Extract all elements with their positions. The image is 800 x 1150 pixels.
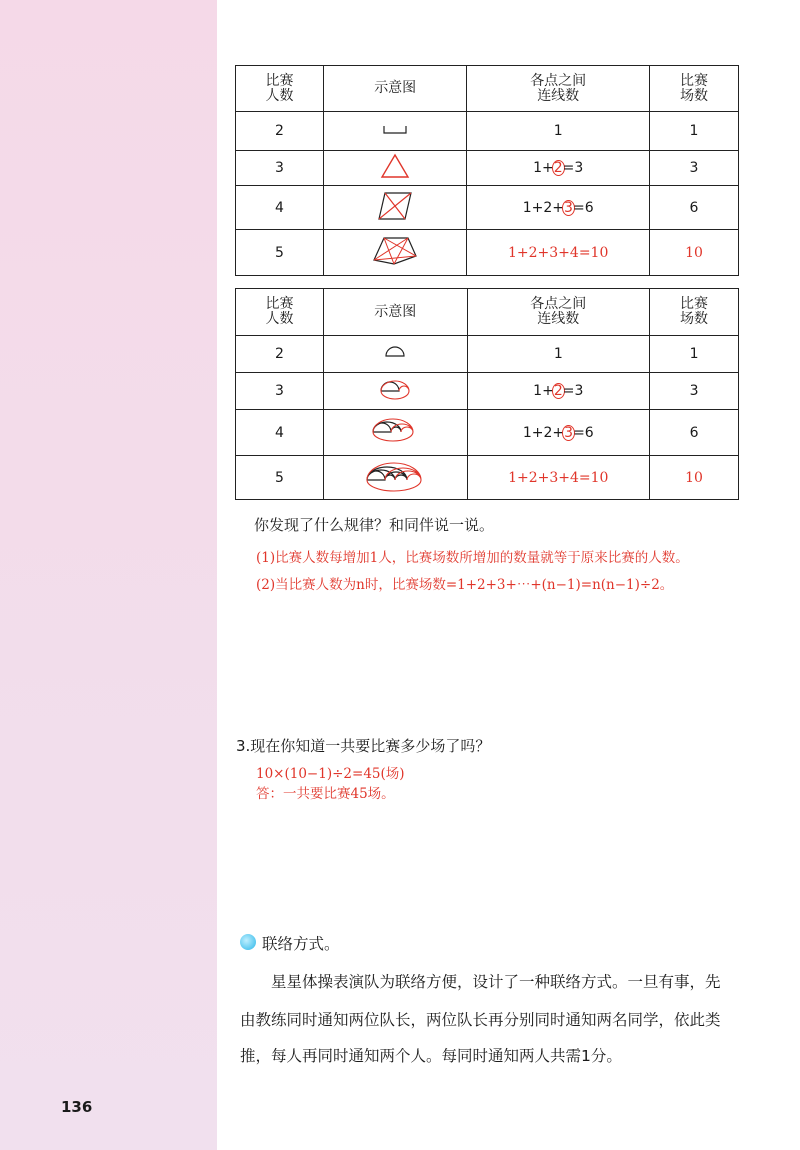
lines-cell: 1+2+3=6 xyxy=(467,410,650,456)
arc-diagram-4 xyxy=(367,416,423,446)
diagram-cell xyxy=(323,410,467,456)
table-row xyxy=(236,373,739,410)
paragraph-line-3: 推，每人再同时通知两个人。每同时通知两人共需1分。 xyxy=(240,1047,622,1065)
games-cell: 6 xyxy=(650,186,739,230)
lines-cell: 1+2=3 xyxy=(467,373,650,410)
diagram-cell xyxy=(323,373,467,410)
paragraph-line-2: 由教练同时通知两位队长，两位队长再分别同时通知两名同学，依此类 xyxy=(240,1011,721,1029)
sidebar-band xyxy=(0,0,217,1150)
question-3: 3.现在你知道一共要比赛多少场了吗？ xyxy=(236,737,491,755)
table-row xyxy=(236,230,739,276)
table-row xyxy=(236,410,739,456)
circled-number: 3 xyxy=(564,424,574,441)
games-cell: 10 xyxy=(650,456,739,500)
players-cell: 4 xyxy=(236,186,324,230)
section-bullet-icon xyxy=(240,934,256,950)
games-cell: 6 xyxy=(650,410,739,456)
table-row xyxy=(236,112,739,151)
diagram-cell xyxy=(323,151,466,186)
games-cell: 10 xyxy=(650,230,739,276)
header-lines: 各点之间 连线数 xyxy=(467,66,650,112)
segment-diagram xyxy=(380,122,410,136)
pattern-question: 你发现了什么规律？和同伴说一说。 xyxy=(254,516,495,534)
table-arc-diagrams xyxy=(235,288,739,500)
quadrilateral-diagram xyxy=(375,189,415,223)
games-cell: 1 xyxy=(650,336,739,373)
table-row xyxy=(236,336,739,373)
players-cell: 5 xyxy=(236,456,324,500)
arc-diagram-5 xyxy=(363,458,427,494)
games-cell: 3 xyxy=(650,373,739,410)
header-players: 比赛 人数 xyxy=(236,289,324,336)
arc-diagram-3 xyxy=(375,377,415,401)
triangle-diagram xyxy=(380,153,410,179)
table-header-row xyxy=(236,289,739,336)
answer-3-calc: 10×(10−1)÷2=45(场) xyxy=(256,766,405,782)
circled-number: 2 xyxy=(553,160,563,176)
page-number: 136 xyxy=(61,1098,93,1116)
header-diagram: 示意图 xyxy=(323,289,467,336)
arc-diagram-2 xyxy=(380,344,410,360)
games-cell: 1 xyxy=(650,112,739,151)
lines-cell: 1+2+3=6 xyxy=(467,186,650,230)
table-row xyxy=(236,186,739,230)
header-games: 比赛 场数 xyxy=(650,289,739,336)
section-title: 联络方式。 xyxy=(262,935,340,953)
lines-cell: 1 xyxy=(467,336,650,373)
header-players: 比赛 人数 xyxy=(236,66,324,112)
circled-number: 2 xyxy=(553,383,563,399)
paragraph-line-1: 星星体操表演队为联络方便，设计了一种联络方式。一旦有事，先 xyxy=(271,973,721,991)
answer-3-final: 答：一共要比赛45场。 xyxy=(256,786,395,802)
diagram-cell xyxy=(323,456,467,500)
pattern-answer-2: (2)当比赛人数为n时，比赛场数=1+2+3+⋯+(n−1)=n(n−1)÷2。 xyxy=(256,577,674,593)
table-row xyxy=(236,456,739,500)
header-games: 比赛 场数 xyxy=(650,66,739,112)
table-row xyxy=(236,151,739,186)
lines-cell: 1+2+3+4=10 xyxy=(467,456,650,500)
players-cell: 5 xyxy=(236,230,324,276)
lines-cell: 1 xyxy=(467,112,650,151)
table-polygon-diagrams xyxy=(235,65,739,276)
circled-number: 3 xyxy=(564,199,573,216)
players-cell: 3 xyxy=(236,373,324,410)
lines-cell: 1+2+3+4=10 xyxy=(467,230,650,276)
diagram-cell xyxy=(323,186,466,230)
players-cell: 2 xyxy=(236,112,324,151)
players-cell: 4 xyxy=(236,410,324,456)
table-header-row xyxy=(236,66,739,112)
diagram-cell xyxy=(323,336,467,373)
pattern-answer-1: (1)比赛人数每增加1人，比赛场数所增加的数量就等于原来比赛的人数。 xyxy=(256,550,689,566)
header-diagram: 示意图 xyxy=(323,66,466,112)
pentagon-diagram xyxy=(370,234,420,268)
diagram-cell xyxy=(323,112,466,151)
diagram-cell xyxy=(323,230,466,276)
players-cell: 2 xyxy=(236,336,324,373)
header-lines: 各点之间 连线数 xyxy=(467,289,650,336)
games-cell: 3 xyxy=(650,151,739,186)
players-cell: 3 xyxy=(236,151,324,186)
lines-cell: 1+2=3 xyxy=(467,151,650,186)
